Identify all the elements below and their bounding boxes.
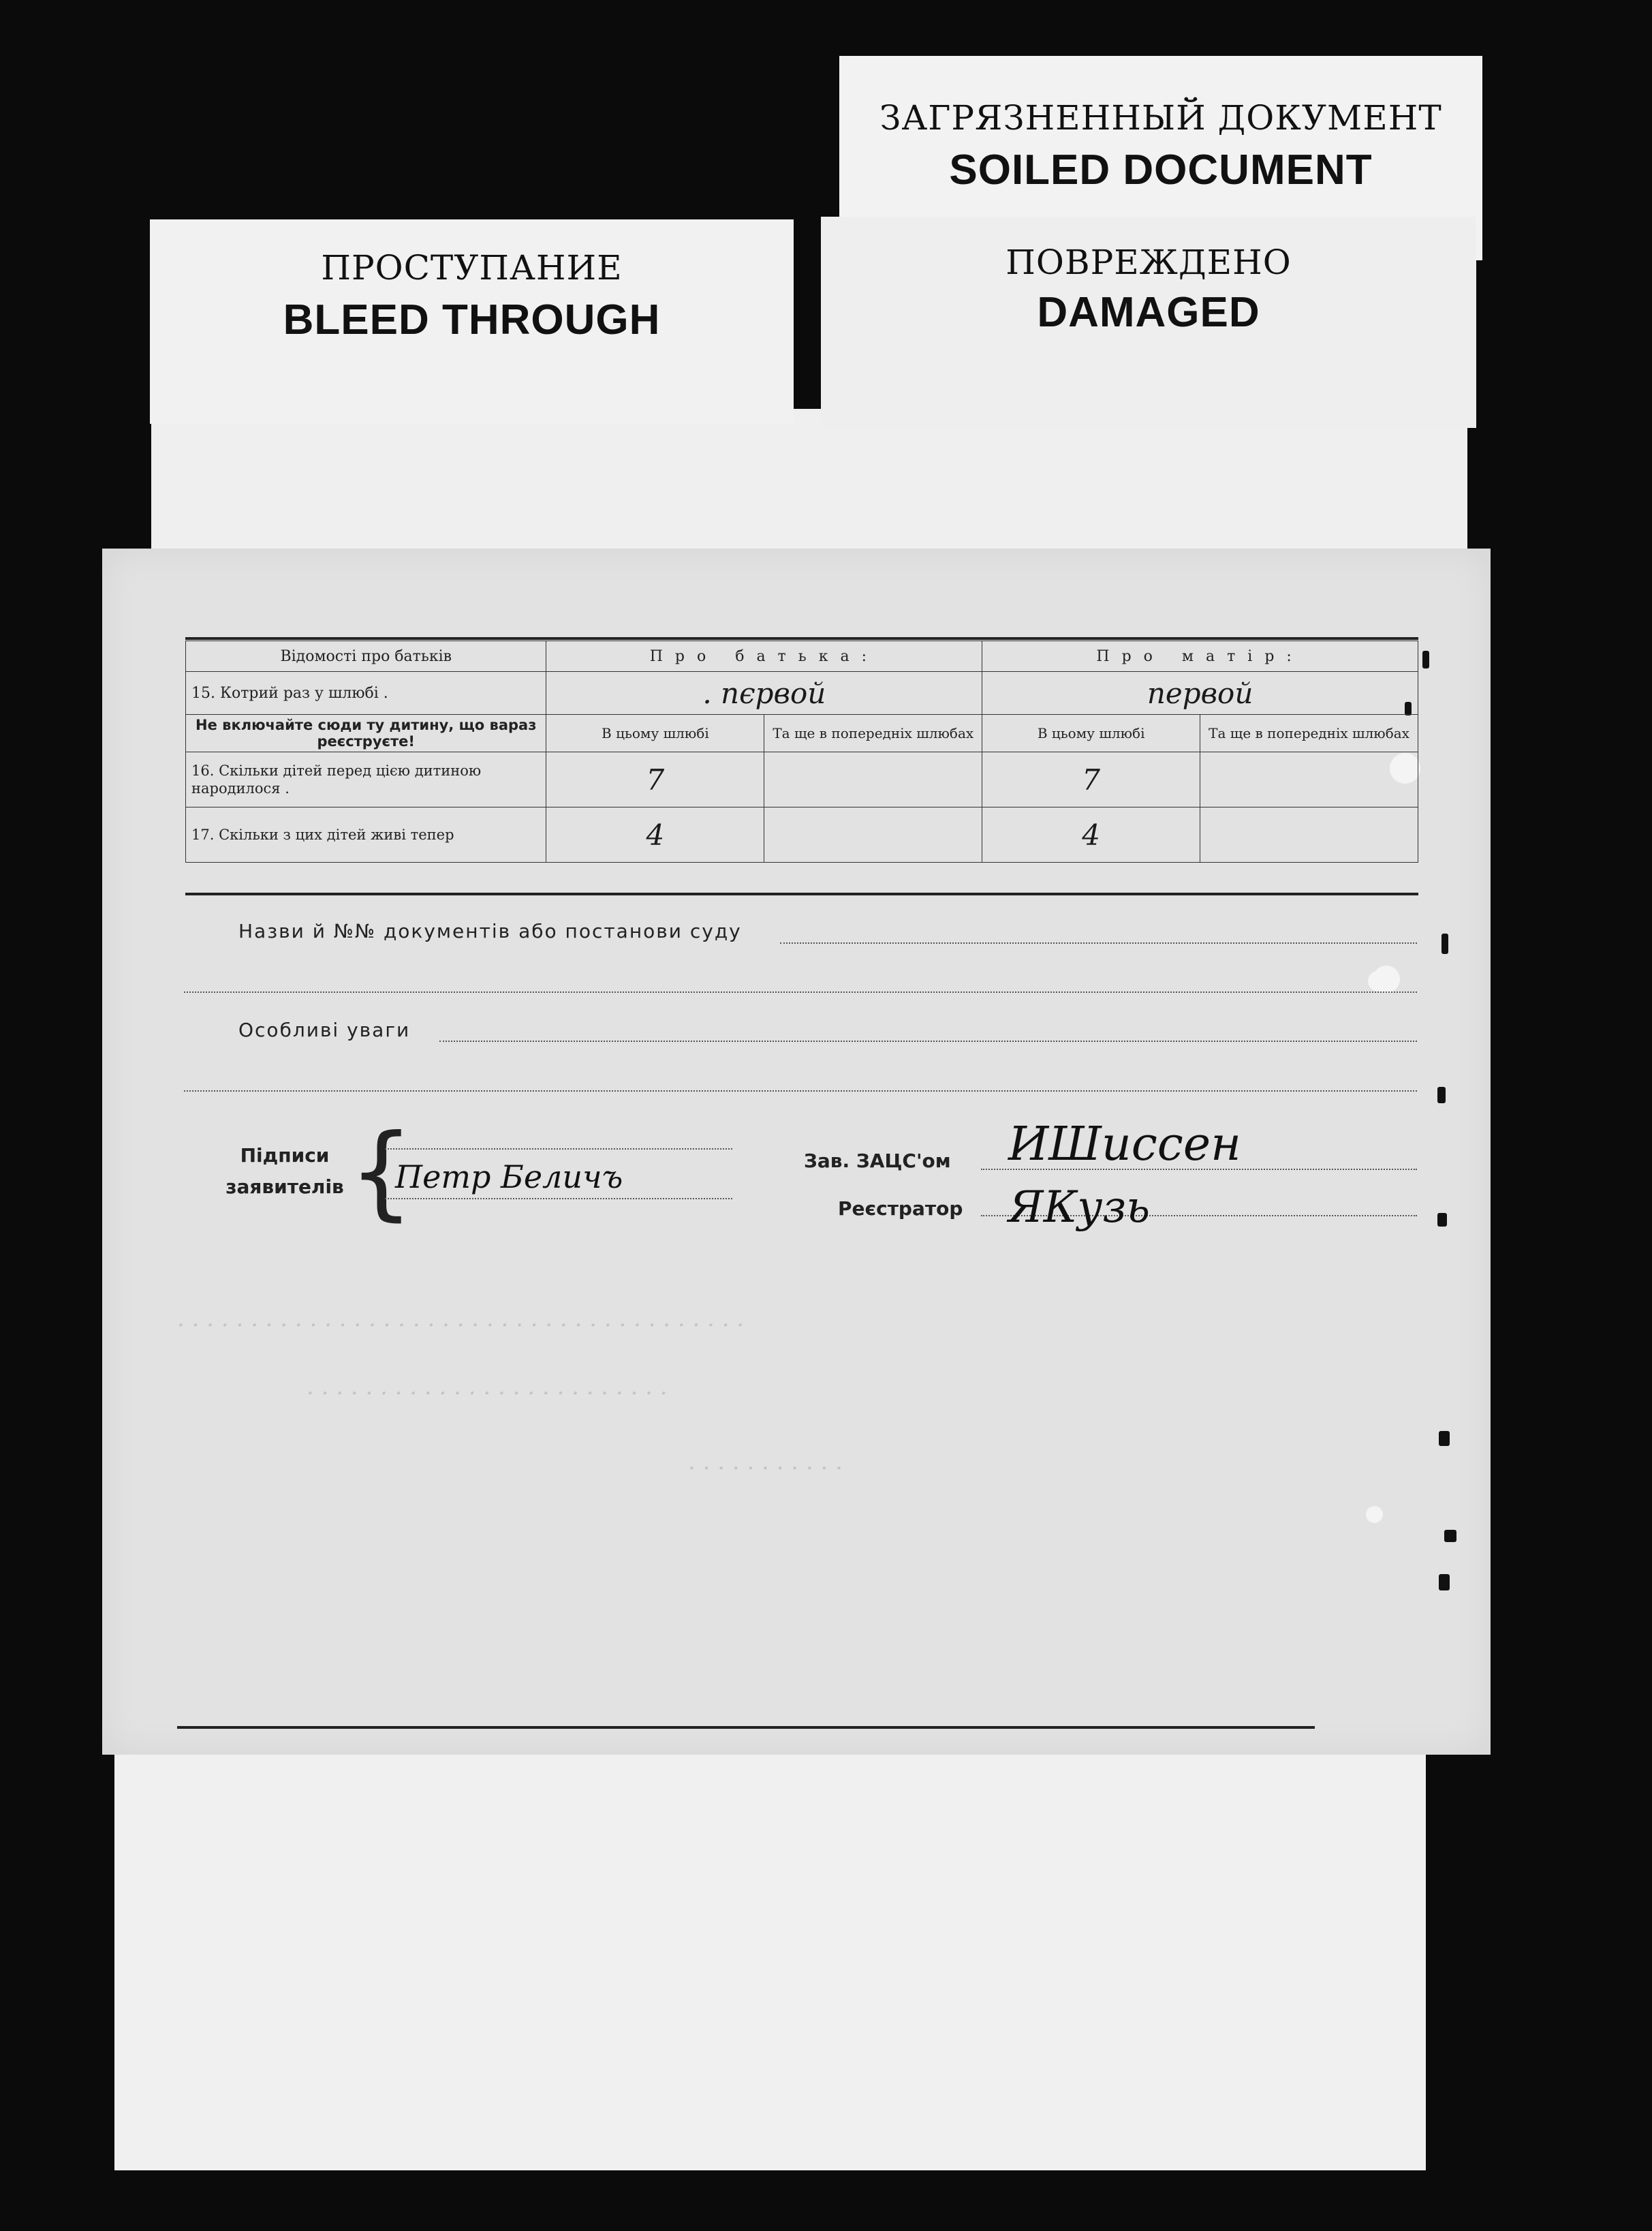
bleed-tag-ru: ПРОСТУПАНИЕ [321,248,623,288]
registrar-signature: ЯКузь [1008,1182,1151,1233]
applicants-label-line1: Підписи [240,1144,330,1167]
sheet-bottom-rule [177,1726,1315,1729]
applicants-brace: { [349,1113,414,1231]
parents-info-table [185,641,1418,863]
bleed-through-ghost: · · · · · · · · · · · [688,1455,843,1482]
head-of-registry-label: Зав. ЗАЦС'ом [804,1150,951,1172]
soiled-tag-en: SOILED DOCUMENT [949,147,1373,194]
applicants-label [223,1140,346,1203]
bleed-through-ghost: · · · · · · · · · · · · · · · · · · · · · · · · · · · · · · · · · · · · · · · [177,1312,745,1339]
header-parents-info: Відомості про батьків [186,641,546,672]
mother-prev-marriages-header: Та ще в попередніх шлюбах [1200,715,1418,752]
punch-hole [1366,1506,1383,1523]
ink-blot [1441,934,1448,954]
father-prev-marriages-header: Та ще в попередніх шлюбах [764,715,982,752]
row16-mother-this: 7 [1082,763,1101,797]
row16-father-this: 7 [646,763,665,797]
remarks-label: Особливі уваги [238,1019,411,1041]
soiled-tag-ru: ЗАГРЯЗНЕННЫЙ ДОКУМЕНТ [879,98,1442,138]
father-this-marriage-header: В цьому шлюбі [546,715,764,752]
bleed-through-ghost: · · · · · · · · · · · · · · · · · · · · · · · · · [307,1380,668,1407]
row17-label: 17. Скільки з цих дітей живі тепер [186,807,546,863]
ink-blot [1439,1574,1450,1590]
documents-label: Назви й №№ документів або постанови суду [238,920,742,942]
ink-blot [1444,1530,1456,1542]
remarks-dotted-line-2 [184,1090,1417,1092]
damaged-tag-ru: ПОВРЕЖДЕНО [1006,243,1292,282]
documents-dotted-line-2 [184,991,1417,993]
header-mother: Про матір: [982,641,1418,672]
row15-mother-value: первой [1147,676,1253,710]
header-father: Про батька: [546,641,982,672]
row16-label: 16. Скільки дітей перед цією дитиною народилося . [186,752,546,807]
applicant-signature-line-1 [385,1148,732,1150]
damaged-tag-en: DAMAGED [1037,289,1260,336]
exclusion-note: Не включайте сюди ту дитину, що вараз реєструєте! [186,715,546,752]
row15-father-value: . пєрвой [702,676,826,710]
ink-blot [1437,1213,1447,1227]
applicant-signature: Петр Беличъ [395,1158,623,1195]
remarks-dotted-line [439,1041,1417,1042]
ink-blot [1437,1087,1446,1103]
damaged-tag [821,217,1476,428]
documents-dotted-line [780,942,1417,944]
bottom-sheet [114,1734,1426,2170]
row15-label: 15. Котрий раз у шлюбі . [186,672,546,715]
bleed-through-tag [150,219,794,424]
table-bottom-rule [185,893,1418,895]
head-signature: ИШиссен [1008,1118,1241,1171]
applicants-label-line2: заявителів [225,1175,344,1198]
mother-this-marriage-header: В цьому шлюбі [982,715,1200,752]
applicant-signature-line-2 [385,1198,732,1199]
ink-blot [1439,1431,1450,1446]
ink-blot [1422,651,1429,668]
registration-form-sheet [102,549,1491,1755]
punch-hole [1368,971,1388,991]
table-top-rule [185,637,1418,640]
row17-father-this: 4 [646,818,665,852]
row17-mother-this: 4 [1082,818,1101,852]
bleed-tag-en: BLEED THROUGH [283,296,661,343]
registrar-label: Реєстратор [838,1197,963,1220]
